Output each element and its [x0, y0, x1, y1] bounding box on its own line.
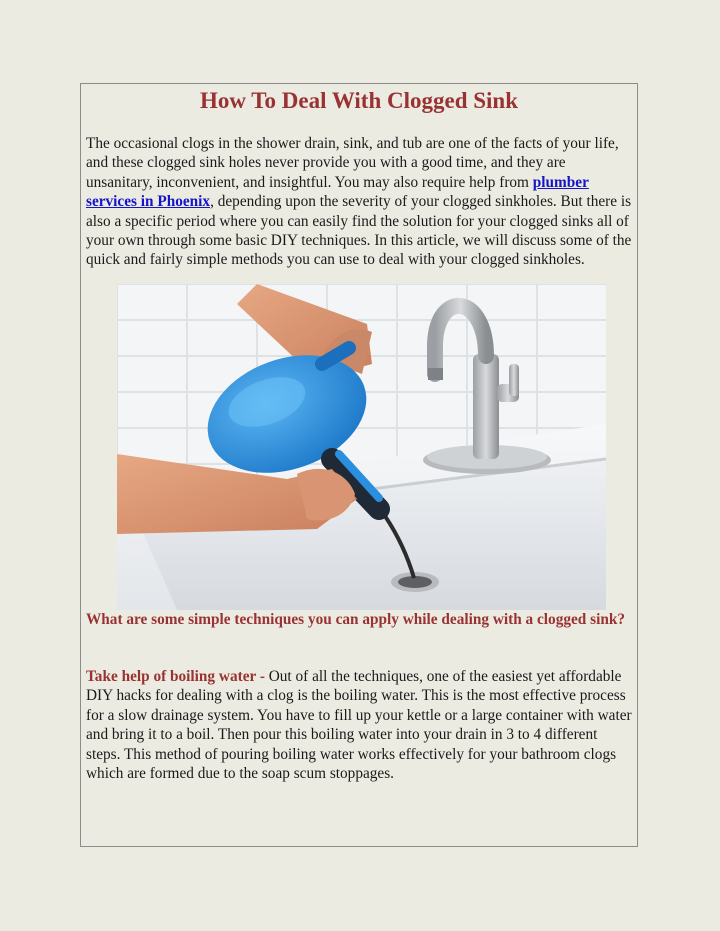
section-heading: What are some simple techniques you can apply while dealing with a clogged sink? [86, 611, 625, 628]
tip-body: Out of all the techniques, one of the easiest yet affordable DIY hacks for dealing with a clog is the boiling water. This is the most effective process for a slow drainage system. You have to fill up your kettle or a large container with water and bring it to a boil. Then pour this boiling water into your drain in 3 to 4 different steps. This method of pouring boiling water works effectively for your bathroom clogs which are formed due to the soap scum stoppages. [86, 668, 632, 783]
intro-paragraph [86, 134, 634, 270]
sink-drain-auger-photo [117, 284, 606, 610]
page-title: How To Deal With Clogged Sink [199, 88, 519, 113]
intro-text-before-link: The occasional clogs in the shower drain, sink, and tub are one of the facts of your life, and these clogged sink holes never provide you with a good time, and they are unsanitary, inconvenient, and insightful. You may also require help from [86, 135, 619, 191]
boiling-water-paragraph [86, 667, 634, 783]
plumber-services-link[interactable]: plumber services in Phoenix [86, 173, 589, 211]
document-page [80, 83, 638, 847]
tip-lead: Take help of boiling water - [86, 668, 269, 685]
intro-text-after-link: , depending upon the severity of your clogged sinkholes. But there is also a specific period where you can easily find the solution for your clogged sinks all of your own through some basic DIY techniques. In this article, we will discuss some of the quick and fairly simple methods you can use to deal with your clogged sinkholes. [86, 193, 632, 269]
